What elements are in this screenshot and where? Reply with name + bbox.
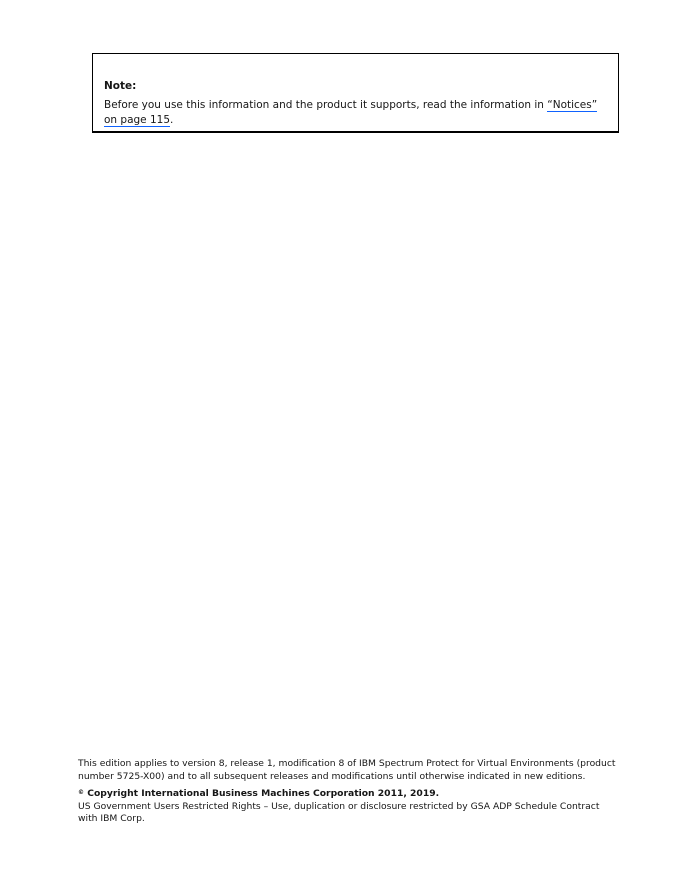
restricted-rights: US Government Users Restricted Rights – Use, duplication or disclosure restricted by GSA ADP Schedule Contract with IBM Corp. (78, 800, 600, 824)
copyright-text: Copyright International Business Machines Corporation 2011, 2019. (84, 788, 440, 799)
copyright-line (78, 788, 618, 801)
note-text-after: . (170, 114, 174, 126)
note-heading: Note: (104, 80, 137, 92)
note-text-before: Before you use this information and the product it supports, read the information in (104, 99, 548, 111)
note-box (92, 53, 619, 133)
notices-link[interactable]: “Notices” on page 115 (104, 99, 598, 126)
edition-footer (78, 758, 618, 826)
edition-notice: This edition applies to version 8, release 1, modification 8 of IBM Spectrum Protect for Virtual Environments (product number 5725-X00) and to all subsequent releases and modifications until otherwise indicated in new editions. (78, 758, 616, 782)
copyright-symbol: © (78, 789, 84, 796)
note-text (104, 98, 608, 128)
